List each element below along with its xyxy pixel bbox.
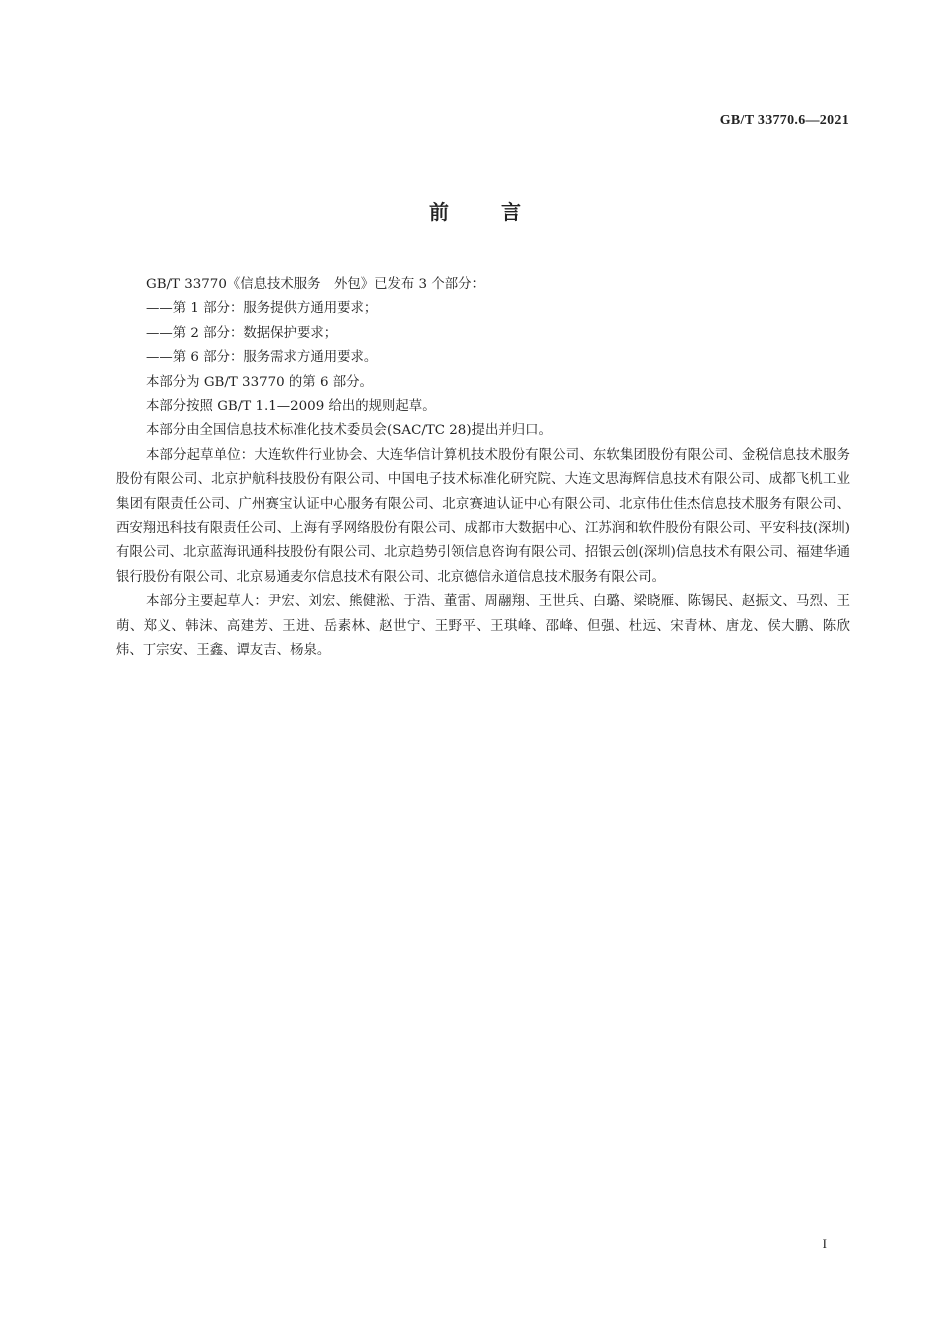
- paragraph-parts-published: GB/T 33770《信息技术服务 外包》已发布 3 个部分：: [146, 277, 485, 292]
- list-item-part-1: ——第 1 部分：服务提供方通用要求；: [146, 301, 378, 317]
- paragraph-part-statement: 本部分为 GB/T 33770 的第 6 部分。: [146, 374, 373, 390]
- page-title: 前言: [429, 200, 573, 224]
- document-body: [116, 273, 850, 664]
- list-item-part-2: ——第 2 部分：数据保护要求；: [146, 325, 338, 341]
- page-number: I: [822, 1236, 827, 1251]
- paragraph-drafting-units: 本部分起草单位：大连软件行业协会、大连华信计算机技术股份有限公司、东软集团股份有限公司、金税信息技术服务股份有限公司、北京护航科技股份有限公司、中国电子技术标准化研究院、大连文思海辉信息技术有限公司、成都飞机工业集团有限责任公司、广州赛宝认证中心服务有限公司、北京赛迪认证中心有限公司、北京伟仕佳杰信息技术服务有限公司、西安翔迅科技有限责任公司、上海有孚网络股份有限公司、成都市大数据中心、江苏润和软件股份有限公司、平安科技(深圳)有限公司、北京蓝海讯通科技股份有限公司、北京趋势引领信息咨询有限公司、招银云创(深圳)信息技术有限公司、福建华通银行股份有限公司、北京易通麦尔信息技术有限公司、北京德信永道信息技术服务有限公司。: [116, 447, 850, 585]
- paragraph-drafters: 本部分主要起草人：尹宏、刘宏、熊健淞、于浩、董雷、周翮翔、王世兵、白璐、梁晓雁、陈锡民、赵振文、马烈、王萌、郑义、韩沫、高建芳、王进、岳素林、赵世宁、王野平、王琪峰、邵峰、但强、杜远、宋青林、唐龙、侯大鹏、陈欣炜、丁宗安、王鑫、谭友吉、杨泉。: [116, 594, 850, 659]
- paragraph-committee: 本部分由全国信息技术标准化技术委员会(SAC/TC 28)提出并归口。: [146, 423, 552, 439]
- list-item-part-6: ——第 6 部分：服务需求方通用要求。: [146, 350, 378, 366]
- standard-number: GB/T 33770.6—2021: [719, 113, 849, 128]
- paragraph-drafting-rules: 本部分按照 GB/T 1.1—2009 给出的规则起草。: [146, 399, 436, 415]
